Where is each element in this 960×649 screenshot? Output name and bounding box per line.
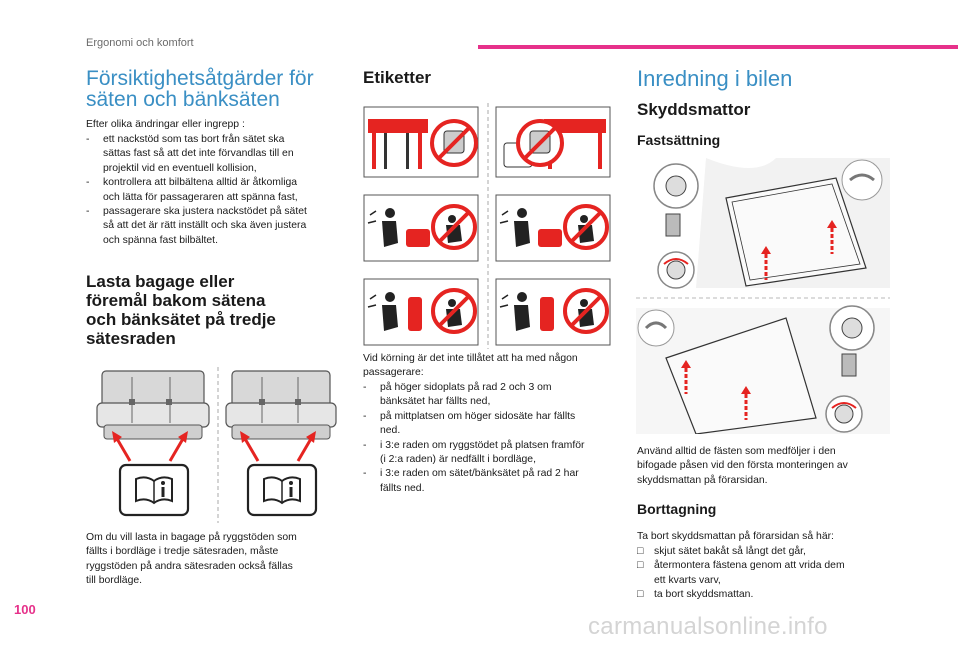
list-item: - passagerare ska justera nackstödet på sätet så att det är rätt inställt och ska även justera och spänna fast bilbältet.	[86, 206, 307, 246]
labels-list	[363, 381, 619, 496]
warning-label-seat-image	[364, 107, 478, 177]
rear-seats-illustration	[92, 363, 344, 525]
precautions-list	[86, 133, 356, 248]
list-item: - på höger sidoplats på rad 2 och 3 om bänksätet har fällts ned,	[363, 382, 552, 408]
warning-label-passenger-image	[496, 195, 610, 261]
list-item: □ skjut sätet bakåt så långt det går,	[637, 545, 897, 559]
fastening-text: Använd alltid de fästen som medföljer i den bifogade påsen vid den första monteringen av skyddsmattan på förarsidan.	[637, 446, 848, 486]
interior-title: Inredning i bilen	[637, 66, 793, 91]
removal-list	[637, 545, 897, 603]
luggage-text: Om du vill lasta in bagage på ryggstöden som fällts i bordläge i tredje sätesraden, måste ryggstöden på andra sätesraden också fällas till bordläge.	[86, 532, 297, 587]
checkbox-icon: □	[637, 560, 644, 572]
removal-title: Borttagning	[637, 501, 717, 517]
labels-intro: Vid körning är det inte tillåtet att ha med någon passagerare:	[363, 353, 578, 379]
warning-labels-illustration	[362, 103, 616, 351]
list-item: - på mittplatsen om höger sidosäte har fällts ned.	[363, 410, 576, 437]
page-number: 100	[14, 602, 36, 617]
checkbox-icon: □	[637, 589, 644, 601]
list-item: - ett nackstöd som tas bort från sätet ska sättas fast så att det inte förvandlas till en projektil vid en eventuell kollision,	[86, 134, 294, 174]
watermark: carmanualsonline.info	[588, 613, 828, 640]
warning-label-passenger-image	[364, 279, 478, 345]
manual-book-icon	[120, 465, 188, 515]
list-item: □ återmontera fästena genom att vrida dem ett kvarts varv,	[637, 560, 845, 586]
warning-label-seat-image	[496, 107, 610, 177]
removal-intro: Ta bort skyddsmattan på förarsidan så här:	[637, 531, 834, 542]
floor-mat-remove-image	[636, 306, 890, 434]
warning-label-passenger-image	[496, 279, 610, 345]
rear-seat-right-image	[226, 371, 336, 461]
luggage-title: Lasta bagage eller föremål bakom sätena och bänksätet på tredje sätesraden	[86, 272, 276, 348]
section-label: Ergonomi och komfort	[86, 37, 194, 49]
list-item: - kontrollera att bilbältena alltid är åtkomliga och lätta för passageraren att spänna fast,	[86, 177, 298, 203]
warning-label-passenger-image	[364, 195, 478, 261]
precautions-intro: Efter olika ändringar eller ingrepp :	[86, 119, 245, 130]
rear-seat-left-image	[97, 371, 209, 461]
list-item: - i 3:e raden om ryggstödet på platsen framför (i 2:a raden) är nedfällt i bordläge,	[363, 439, 585, 466]
header-accent-bar	[478, 45, 958, 49]
floor-mat-illustration	[636, 158, 890, 434]
fastening-title: Fastsättning	[637, 132, 721, 148]
mats-title: Skyddsmattor	[637, 100, 751, 119]
checkbox-icon: □	[637, 546, 644, 557]
floor-mat-install-image	[654, 158, 890, 288]
list-item: □ ta bort skyddsmattan.	[637, 588, 897, 602]
precautions-title: Försiktighetsåtgärder för säten och bänksäten	[86, 67, 314, 111]
manual-book-icon	[248, 465, 316, 515]
list-item: - i 3:e raden om sätet/bänksätet på rad 2 har fällts ned.	[363, 468, 579, 494]
labels-title: Etiketter	[363, 68, 432, 87]
